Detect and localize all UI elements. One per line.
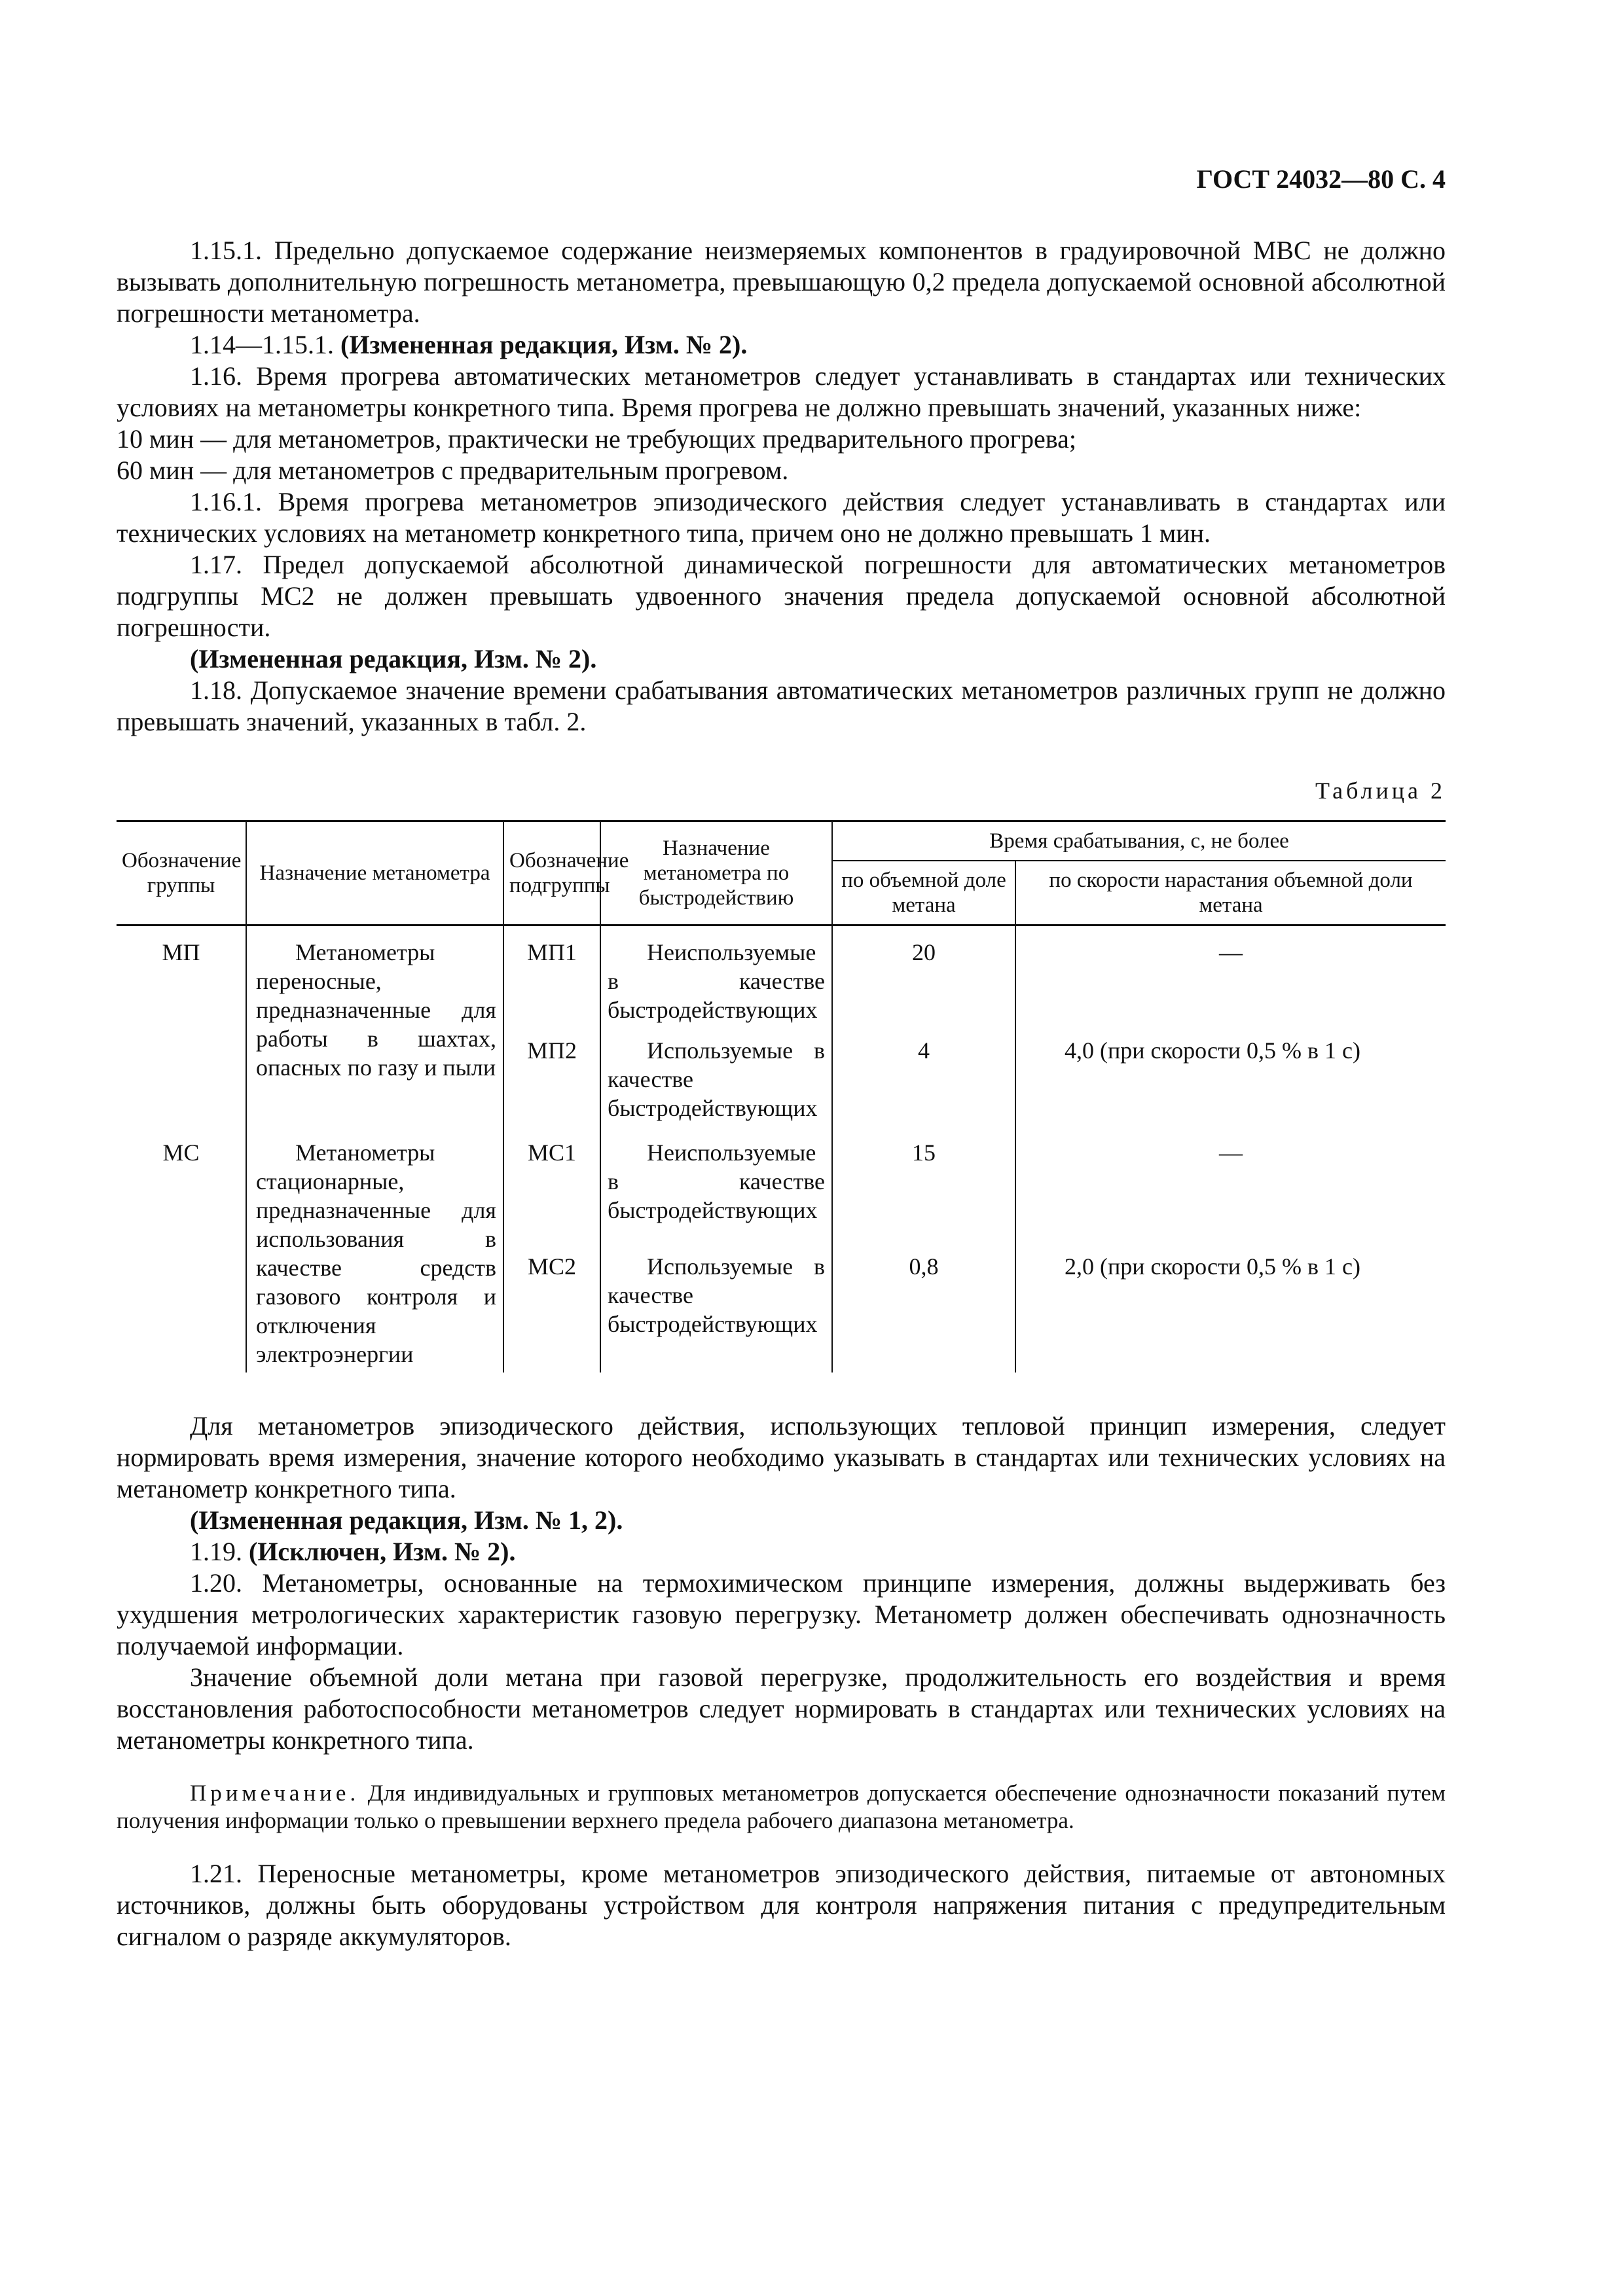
amendment-line-3 [117,1505,1446,1536]
group-code: МП [162,939,200,965]
note-text: Для индивидуальных и групповых метанометров допускается обеспечение однозначности показаний путем получения информации только о превышении верхнего предела рабочего диапазона метанометра. [117,1780,1446,1833]
list-item-60-min: 60 мин — для метанометров с предварительным прогревом. [117,456,789,485]
paragraph-1-16: 1.16. Время прогрева автоматических метанометров следует устанавливать в стандартах или технических условиях на метанометры конкретного типа. Время прогрева не должно превышать значений, указанных ниже: [117,361,1446,422]
header-time-volume: по объемной доле метана [832,861,1015,925]
amendment-line-1 [117,329,1446,361]
clause-ref: 1.19. [190,1537,242,1566]
list-item-10-min: 10 мин — для метанометров, практически не требующих предварительного прогрева; [117,424,1076,454]
paragraph-1-19 [117,1536,1446,1568]
clause-ref: 1.14—1.15.1. [190,330,334,359]
subgroup-code: МС2 [503,1244,600,1372]
header-time-rate: по скорости нарастания объемной доли метана [1015,861,1446,925]
amendment-note: (Измененная редакция, Изм. № 2). [340,330,748,359]
speed-purpose: Используемые в качестве быстродействующих [600,1244,832,1372]
header-group: Обозначение группы [117,821,246,925]
time-volume-value: 0,8 [832,1244,1015,1372]
running-header: ГОСТ 24032—80 С. 4 [1196,164,1446,194]
speed-purpose: Используемые в качестве быстродействующих [600,1028,832,1126]
response-time-table [117,820,1446,1372]
note-block [117,1780,1446,1835]
paragraph-1-17: 1.17. Предел допускаемой абсолютной динамической погрешности для автоматических метанометров подгруппы МС2 не должен превышать удвоенного значения предела допускаемой основной абсолютной погрешности. [117,550,1446,642]
table-row [117,1126,1446,1244]
paragraph-1-16-1: 1.16.1. Время прогрева метанометров эпизодического действия следует устанавливать в стандартах или технических условиях на метанометр конкретного типа, причем оно не должно превышать 1 мин. [117,487,1446,548]
paragraph-1-20: 1.20. Метанометры, основанные на термохимическом принципе измерения, должны выдерживать без ухудшения метрологических характеристик газовую перегрузку. Метанометр должен обеспечивать однозначность получаемой информации. [117,1568,1446,1660]
group-purpose: Метанометры стационарные, предназначенные для использования в качестве средств газового контроля и отключения электроэнергии [246,1126,503,1372]
paragraph-episodic: Для метанометров эпизодического действия, использующих тепловой принцип измерения, следует нормировать время измерения, значение которого необходимо указывать в стандартах или технических условиях на метанометр конкретного типа. [117,1411,1446,1503]
group-code: МС [162,1139,200,1166]
time-volume-value: 4 [832,1028,1015,1126]
header-response-time: Время срабатывания, с, не более [832,821,1446,861]
time-volume-value: 20 [832,925,1015,1029]
header-speed: Назначение метанометра по быстродействию [600,821,832,925]
time-rate-value: 2,0 (при скорости 0,5 % в 1 с) [1015,1244,1446,1372]
amendment-note: (Измененная редакция, Изм. № 2). [190,644,597,673]
group-purpose: Метанометры переносные, предназначенные для работы в шахтах, опасных по газу и пыли [246,925,503,1127]
speed-purpose: Неиспользуемые в качестве быстродействующих [600,1126,832,1244]
subgroup-code: МС1 [503,1126,600,1244]
time-rate-value: — [1015,925,1446,1029]
paragraph-1-21: 1.21. Переносные метанометры, кроме метанометров эпизодического действия, питаемые от автономных источников, должны быть оборудованы устройством для контроля напряжения питания с предупредительным сигналом о разряде аккумуляторов. [117,1859,1446,1951]
table-row [117,925,1446,1029]
subgroup-code: МП1 [503,925,600,1029]
table-label: Таблица 2 [1315,778,1446,804]
excluded-note: (Исключен, Изм. № 2). [249,1537,516,1566]
paragraph-1-15-1: 1.15.1. Предельно допускаемое содержание неизмеряемых компонентов в градуировочной МВС не должно вызывать дополнительную погрешность метанометра, превышающую 0,2 предела допускаемой основной абсолютной погрешности метанометра. [117,236,1446,328]
paragraph-1-18: 1.18. Допускаемое значение времени срабатывания автоматических метанометров различных групп не должно превышать значений, указанных в табл. 2. [117,675,1446,736]
time-volume-value: 15 [832,1126,1015,1244]
note-label: Примечание. [190,1780,360,1806]
paragraph-overload: Значение объемной доли метана при газовой перегрузке, продолжительность его воздействия и время восстановления работоспособности метанометров следует нормировать в стандартах или технических условиях на метанометры конкретного типа. [117,1662,1446,1755]
amendment-note: (Измененная редакция, Изм. № 1, 2). [190,1505,623,1535]
time-rate-value: 4,0 (при скорости 0,5 % в 1 с) [1015,1028,1446,1126]
speed-purpose: Неиспользуемые в качестве быстродействующих [600,925,832,1029]
header-purpose: Назначение метанометра [246,821,503,925]
subgroup-code: МП2 [503,1028,600,1126]
time-rate-value: — [1015,1126,1446,1244]
amendment-line-2 [117,643,1446,675]
document-page [117,164,1446,1952]
header-subgroup: Обозначение подгруппы [503,821,600,925]
